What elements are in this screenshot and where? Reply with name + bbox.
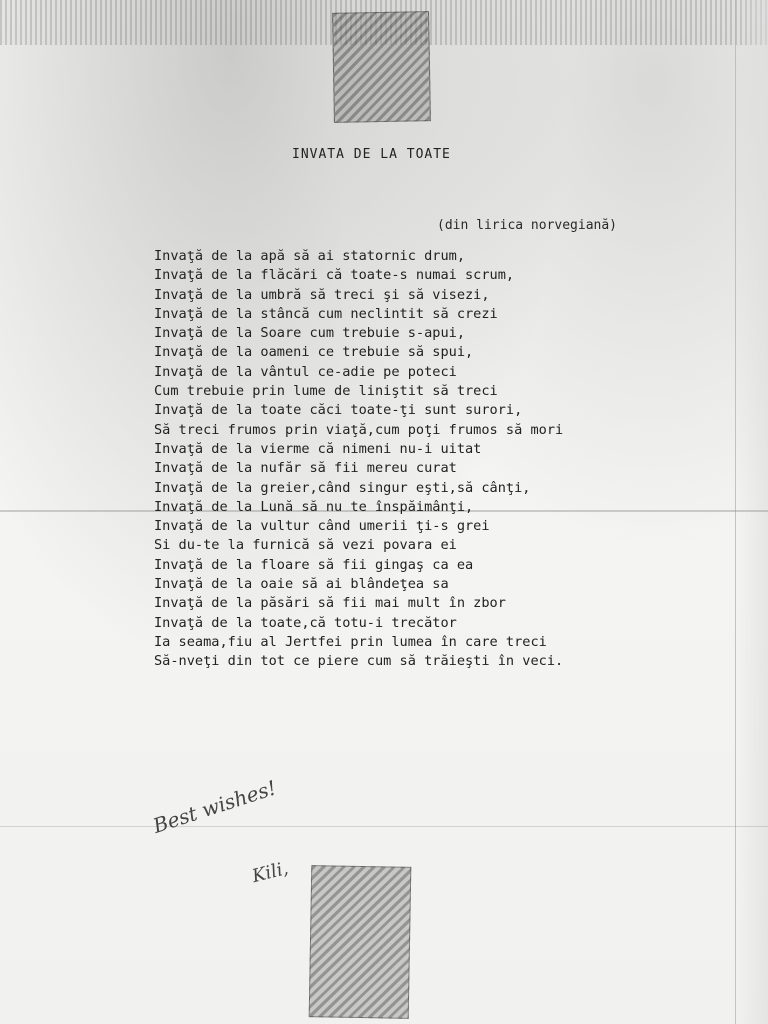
poem-line: Să treci frumos prin viaţă,cum poţi frumos să mori: [154, 421, 564, 438]
poem-line: Invaţă de la umbră să treci şi să visezi,: [154, 286, 490, 303]
poem-line: Invaţă de la greier,când singur eşti,să cânţi,: [154, 479, 531, 496]
handwritten-signature: Kili,: [250, 857, 291, 888]
poem-line: Invaţă de la păsări să fii mai mult în zbor: [154, 595, 506, 612]
poem-line: Invaţă de la floare să fii gingaş ca ea: [154, 556, 474, 573]
poem-line: Invaţă de la nufăr să fii mereu curat: [154, 460, 457, 477]
poem-line: Invaţă de la vierme că nimeni nu-i uitat: [154, 440, 482, 457]
poem-line: Cum trebuie prin lume de liniştit să treci: [154, 383, 498, 400]
poem-line: Invaţă de la apă să ai statornic drum,: [154, 248, 465, 264]
poem-line: Invaţă de la oameni ce trebuie să spui,: [154, 344, 474, 361]
handwritten-note: Best wishes!: [150, 775, 280, 838]
tape-piece-bottom: [309, 865, 412, 1019]
fold-line-lower: [0, 826, 768, 827]
poem-line: Invaţă de la Lună să nu te înspăimânţi,: [154, 498, 474, 515]
poem-body: [154, 247, 654, 672]
poem-line: Invaţă de la stâncă cum neclintit să crezi: [154, 305, 498, 322]
paper-edge: [735, 0, 768, 1024]
poem-title: INVATA DE LA TOATE: [292, 147, 451, 162]
poem-line: Invaţă de la toate căci toate-ţi sunt surori,: [154, 402, 523, 419]
poem-line: Invaţă de la Soare cum trebuie s-apui,: [154, 325, 465, 342]
poem-line: Invaţă de la vultur când umerii ţi-s grei: [154, 518, 490, 535]
poem-line: Să-nveţi din tot ce piere cum să trăieşti în veci.: [154, 653, 564, 670]
poem-line: Ia seama,fiu al Jertfei prin lumea în care treci: [154, 633, 547, 650]
poem-line: Invaţă de la oaie să ai blândeţea sa: [154, 576, 449, 593]
poem-line: Invaţă de la flăcări că toate-s numai scrum,: [154, 267, 515, 284]
poem-line: Invaţă de la toate,că totu-i trecător: [154, 614, 457, 631]
poem-line: Invaţă de la vântul ce-adie pe poteci: [154, 363, 457, 380]
tape-piece-top: [332, 11, 431, 123]
poem-subtitle: (din lirica norvegiană): [437, 218, 618, 233]
poem-line: Si du-te la furnică să vezi povara ei: [154, 537, 457, 554]
